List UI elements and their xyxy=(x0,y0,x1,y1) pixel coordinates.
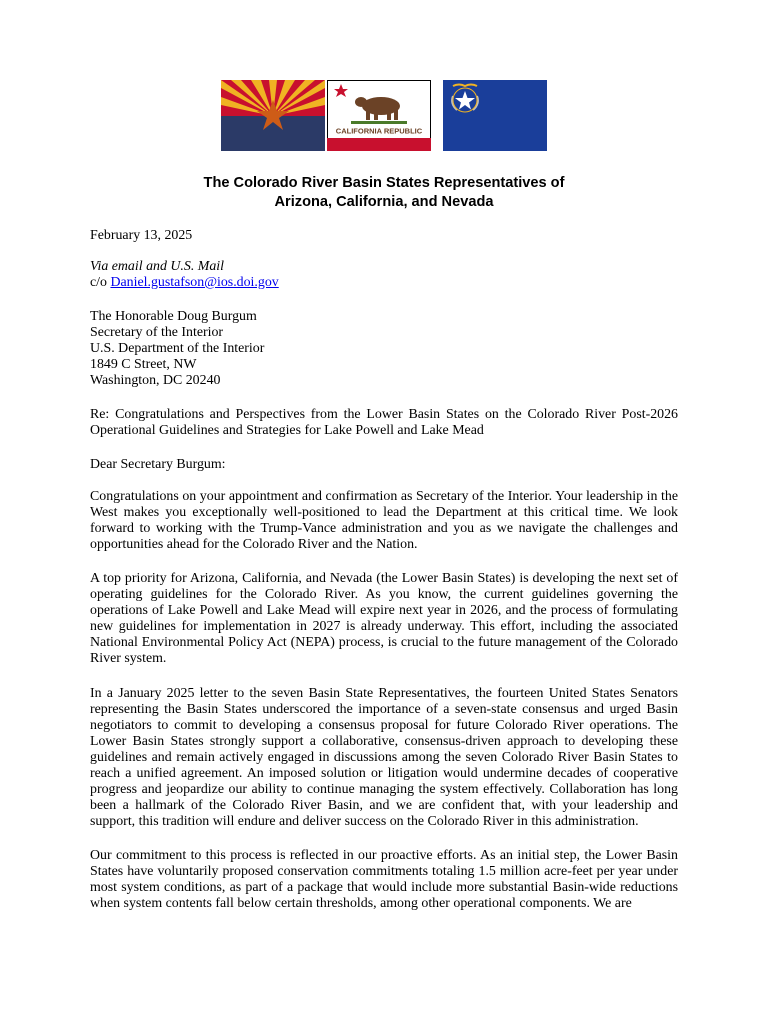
nevada-flag-icon xyxy=(443,80,547,151)
care-of-line xyxy=(90,275,678,291)
delivery-method: Via email and U.S. Mail xyxy=(90,259,225,274)
paragraph-2: A top priority for Arizona, California, and Nevada (the Lower Basin States) is developing the next set of operating guidelines for the Colorado River. As you know, the current guidelines governing the operations of Lake Powell and Lake Mead will expire next year in 2026, and the process of formulating new guidelines for implementation in 2027 is already underway. This effort, including the associated National Environmental Policy Act (NEPA) process, is crucial to the future management of the Colorado River system. xyxy=(90,571,678,666)
paragraph-3: In a January 2025 letter to the seven Basin State Representatives, the fourteen United States Senators representing the Basin States underscored the importance of a seven-state consensus and urged Basin negotiators to commit to developing a consensus proposal for future Colorado River operations. The Lower Basin States strongly support a collaborative, consensus-driven approach to developing these guidelines and remain actively engaged in discussions among the seven Colorado River Basin States to reach a unified agreement. An imposed solution or litigation would undermine decades of cooperative progress and jeopardize our ability to continue managing the system effectively. Collaboration has long been a hallmark of the Colorado River Basin, and we are confident that, with your leadership and support, this tradition will endure and deliver success on the Colorado River in this administration. xyxy=(90,686,678,829)
address-line: Secretary of the Interior xyxy=(90,325,224,340)
arizona-flag-icon xyxy=(221,80,325,151)
salutation: Dear Secretary Burgum: xyxy=(90,457,226,472)
re-line: Re: Congratulations and Perspectives from the Lower Basin States on the Colorado River Post-2026 Operational Guidelines and Strategies for Lake Powell and Lake Mead xyxy=(90,407,678,438)
title-line-2: Arizona, California, and Nevada xyxy=(274,194,494,210)
paragraph-4: Our commitment to this process is reflected in our proactive efforts. As an initial step, the Lower Basin States have voluntarily proposed conservation commitments totaling 1.5 million acre-feet per year under most system conditions, as part of a package that would include more substantial Basin-wide reductions when system contents fall below certain thresholds, among other operational components. We are xyxy=(90,848,678,911)
title-line-1: The Colorado River Basin States Representatives of xyxy=(203,175,565,191)
care-of-prefix: c/o xyxy=(90,275,111,290)
email-link[interactable]: Daniel.gustafson@ios.doi.gov xyxy=(110,275,279,290)
delivery-block xyxy=(90,259,678,291)
paragraph-1: Congratulations on your appointment and confirmation as Secretary of the Interior. Your leadership in the West makes you exceptionally well-positioned to lead the Department at this critical time. We look forward to working with the Trump-Vance administration and you as we navigate the challenges and opportunities ahead for the Colorado River and the Nation. xyxy=(90,489,678,552)
recipient-address xyxy=(90,309,678,389)
california-banner-text: CALIFORNIA REPUBLIC xyxy=(335,126,423,136)
california-flag-icon xyxy=(327,80,431,151)
address-line: The Honorable Doug Burgum xyxy=(90,309,257,324)
address-line: U.S. Department of the Interior xyxy=(90,341,265,356)
letter-title xyxy=(0,174,768,212)
letter-date: February 13, 2025 xyxy=(90,228,193,243)
address-line: Washington, DC 20240 xyxy=(90,373,221,388)
address-line: 1849 C Street, NW xyxy=(90,357,197,372)
